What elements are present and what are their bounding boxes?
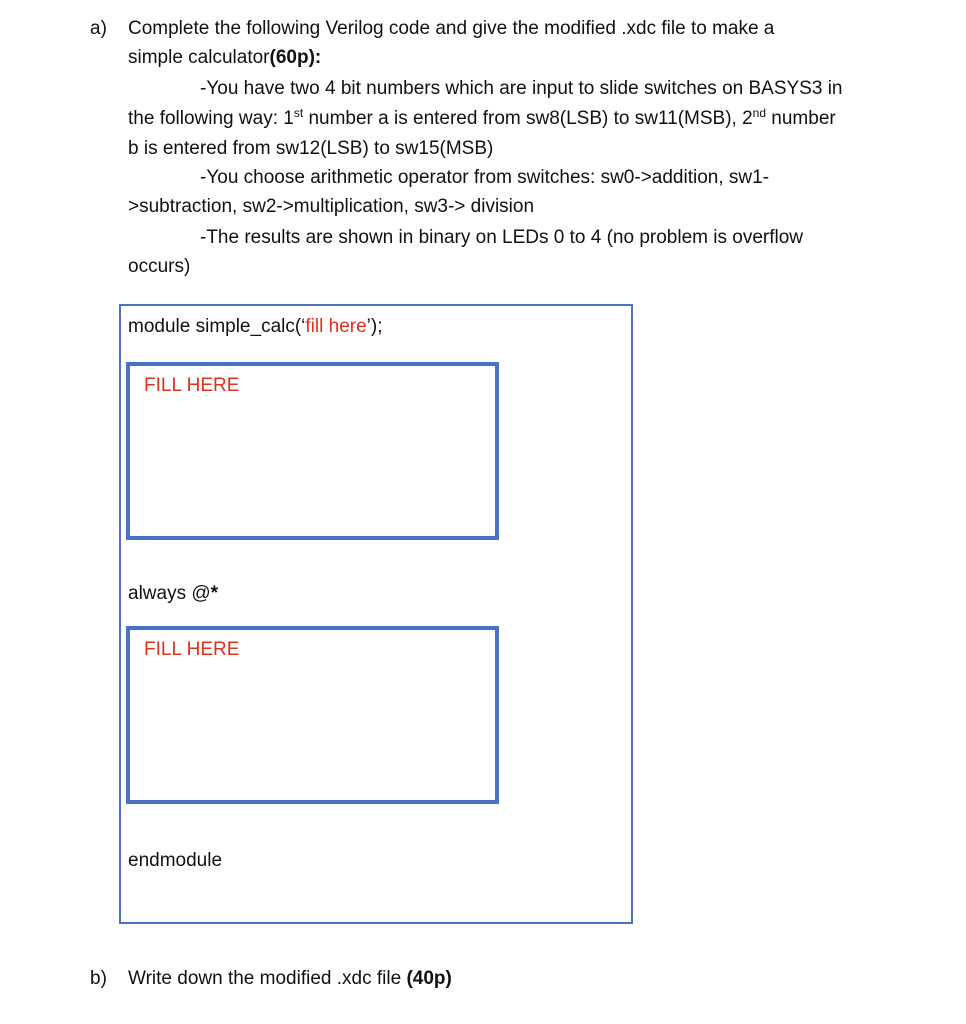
bullet1-sup-nd: nd — [752, 106, 767, 120]
bullet1-line3-text: b is entered from sw12(LSB) to sw15(MSB) — [128, 138, 494, 159]
module-prefix: module simple_calc(‘ — [128, 316, 306, 337]
part-a-marker: a) — [90, 18, 107, 39]
bullet3-line1-text: -The results are shown in binary on LEDs 0 to 4 (no problem is overflow — [200, 227, 803, 248]
part-a-title-text: Complete the following Verilog code and give the modified .xdc file to make a — [128, 18, 775, 39]
part-b-marker: b) — [90, 968, 107, 989]
part-b-points: (40p) — [406, 968, 452, 989]
bullet1-line2 — [128, 107, 836, 131]
bullet2-line2 — [128, 195, 534, 219]
bullet3-line2-text: occurs) — [128, 256, 191, 277]
bullet2-line1 — [200, 166, 769, 190]
part-a-title-plain: simple calculator — [128, 47, 270, 68]
bullet1-line2-c: number — [766, 108, 836, 129]
part-b-line — [128, 967, 452, 991]
bullet1-sup-st: st — [293, 106, 304, 120]
endmodule: endmodule — [128, 850, 223, 871]
module-suffix: ’); — [366, 316, 383, 337]
part-a-title-line2 — [128, 46, 321, 70]
always-star: * — [210, 583, 219, 604]
bullet1-line1-text: -You have two 4 bit numbers which are input to slide switches on BASYS3 in — [200, 78, 843, 99]
always-keyword: always @ — [128, 583, 211, 604]
part-b-text: Write down the modified .xdc file — [128, 968, 407, 989]
bullet3-line2 — [128, 255, 190, 279]
bullet2-line1-text: -You choose arithmetic operator from switches: sw0->addition, sw1- — [200, 167, 770, 188]
part-a-points: (60p): — [269, 47, 322, 68]
bullet3-line1 — [200, 226, 803, 250]
part-a-title-line1 — [128, 17, 774, 41]
module-fill-placeholder: fill here — [305, 316, 367, 337]
bullet1-line2-b: number a is entered from sw8(LSB) to sw11(MSB), 2 — [303, 108, 753, 129]
bullet1-line1 — [200, 77, 842, 101]
fill-label-1: FILL HERE — [144, 375, 240, 396]
fill-label-2: FILL HERE — [144, 639, 240, 660]
bullet1-line3 — [128, 137, 493, 161]
bullet1-line2-a: the following way: 1 — [128, 108, 294, 129]
bullet2-line2-text: >subtraction, sw2->multiplication, sw3-> division — [128, 196, 535, 217]
module-declaration — [128, 315, 382, 339]
always-statement — [128, 582, 218, 606]
